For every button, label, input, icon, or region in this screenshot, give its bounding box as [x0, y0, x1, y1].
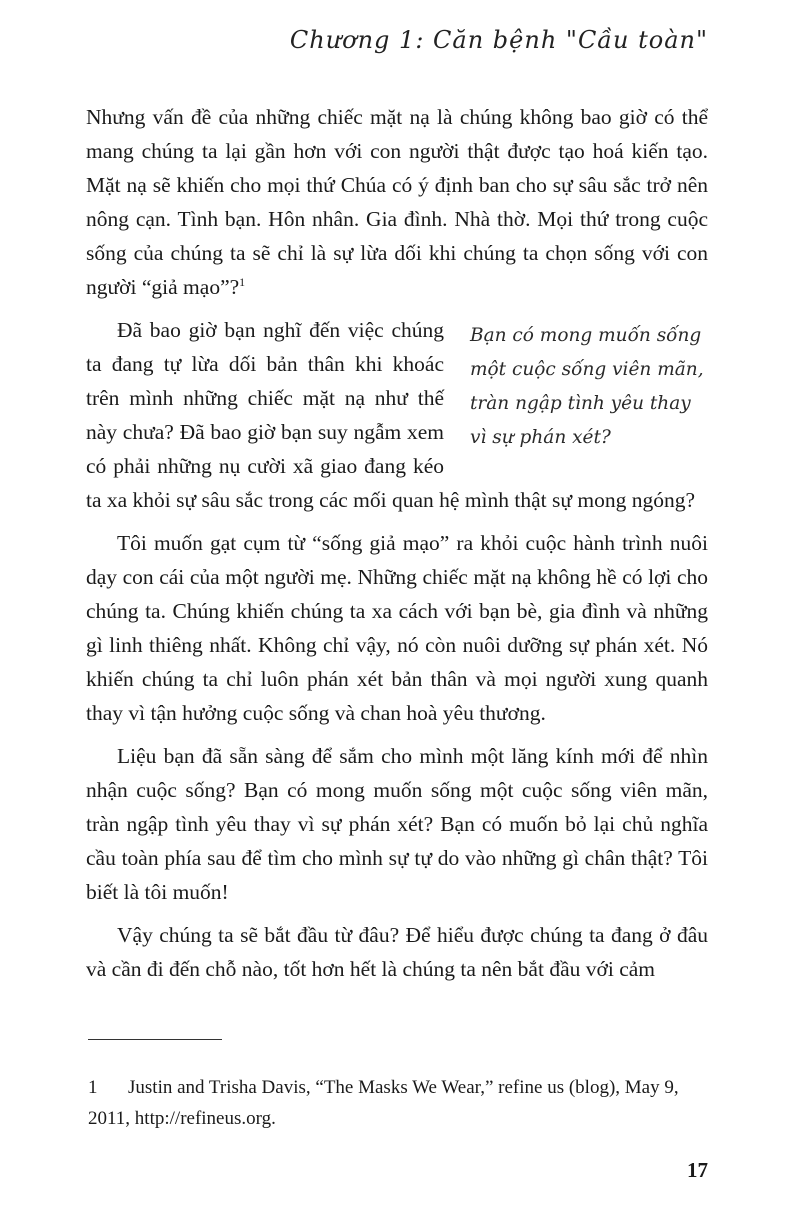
paragraph-4: Liệu bạn đã sẵn sàng để sắm cho mình một lăng kính mới để nhìn nhận cuộc sống? Bạn có mong muốn sống một cuộc sống viên mãn, tràn ngập tình yêu thay vì sự phán xét? Bạn có muốn bỏ lại chủ nghĩa cầu toàn phía sau để tìm cho mình sự tự do vào những gì chân thật? Tôi biết là tôi muốn!: [86, 744, 708, 904]
footnote-number: 1: [88, 1077, 98, 1098]
paragraph-1-text: Nhưng vấn đề của những chiếc mặt nạ là chúng không bao giờ có thể mang chúng ta lại gần hơn với con người thật được tạo hoá kiến tạo. Mặt nạ sẽ khiến cho mọi thứ Chúa có ý định ban cho sự sâu sắc trở nên nông cạn. Tình bạn. Hôn nhân. Gia đình. Nhà thờ. Mọi thứ trong cuộc sống của chúng ta sẽ chỉ là sự lừa dối khi chúng ta chọn sống với con người “giả mạo”?: [86, 105, 708, 299]
footnote-text: Justin and Trisha Davis, “The Masks We Wear,” refine us (blog), May 9, 2011, http://refineus.org.: [88, 1077, 679, 1129]
paragraph-3: Tôi muốn gạt cụm từ “sống giả mạo” ra khỏi cuộc hành trình nuôi dạy con cái của một người mẹ. Những chiếc mặt nạ không hề có lợi cho chúng ta. Chúng khiến chúng ta xa cách với bạn bè, gia đình và những gì linh thiêng nhất. Không chỉ vậy, nó còn nuôi dưỡng sự phán xét. Nó khiến chúng ta chỉ luôn phán xét bản thân và mọi người xung quanh thay vì tận hưởng cuộc sống và chan hoà yêu thương.: [86, 531, 708, 725]
footnote-marker: 1: [239, 275, 246, 289]
paragraph-1: [86, 100, 708, 304]
paragraph-2: Đã bao giờ bạn nghĩ đến việc chúng ta đang tự lừa dối bản thân khi khoác trên mình những chiếc mặt nạ như thế này chưa? Đã bao giờ bạn suy ngẫm xem có phải những nụ cười xã giao đang kéo ta xa khỏi sự sâu sắc trong các mối quan hệ mình thật sự mong ngóng?: [86, 318, 696, 512]
running-header: Chương 1: Căn bệnh "Cầu toàn": [289, 26, 708, 54]
footnote-divider: [88, 1039, 222, 1040]
body-text: [86, 100, 708, 995]
pull-quote: Bạn có mong muốn sống một cuộc sống viên mãn, tràn ngập tình yêu thay vì sự phán xét?: [470, 325, 704, 448]
page-number: 17: [687, 1158, 708, 1182]
paragraph-5: Vậy chúng ta sẽ bắt đầu từ đâu? Để hiểu được chúng ta đang ở đâu và cần đi đến chỗ nào, tốt hơn hết là chúng ta nên bắt đầu với cảm: [86, 923, 708, 981]
footnote: [88, 1072, 710, 1134]
